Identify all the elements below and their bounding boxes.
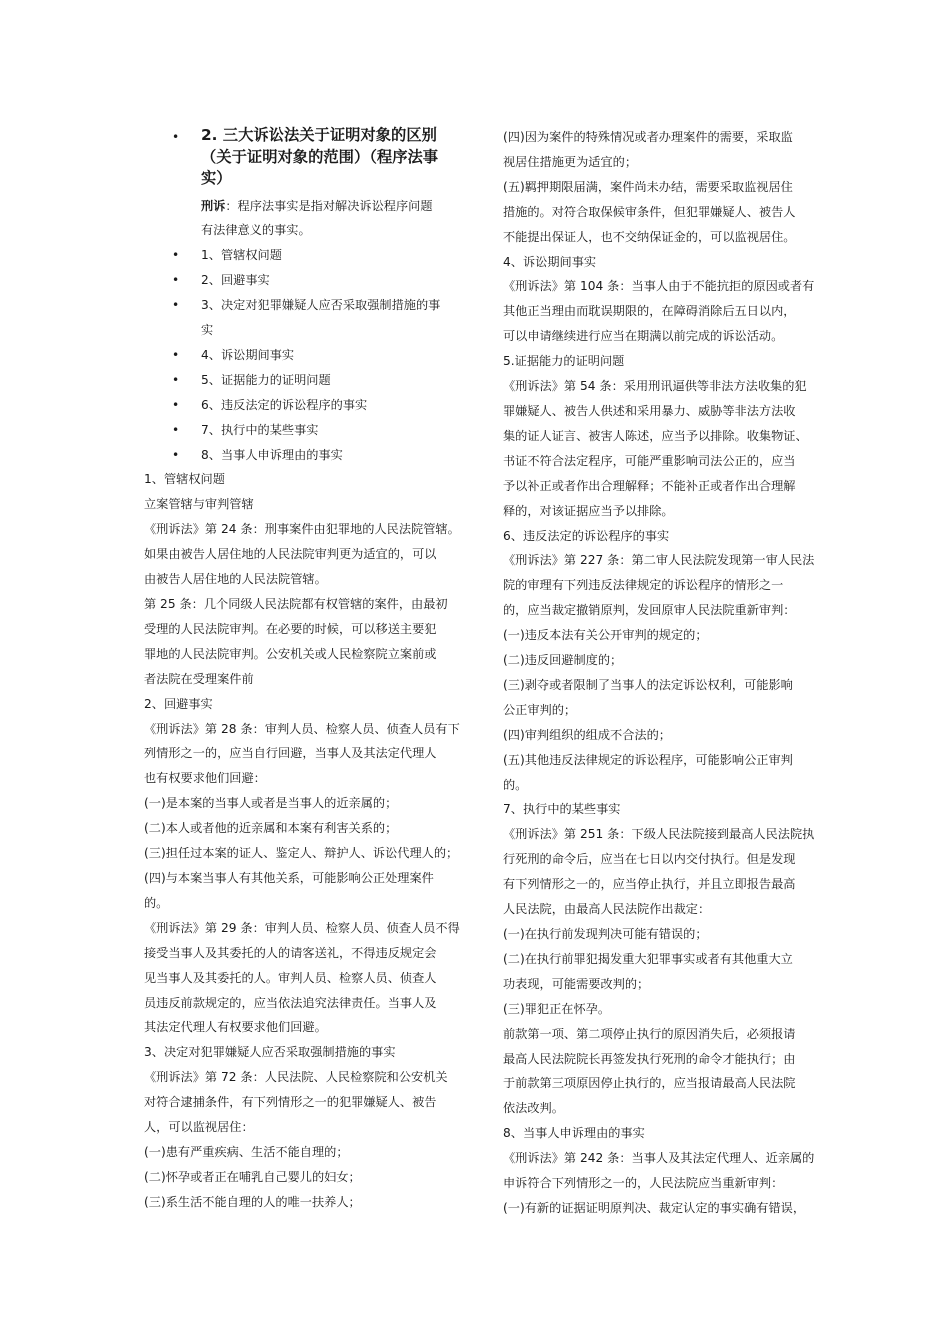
text-line: 释的，对该证据应当予以排除。 (503, 503, 674, 518)
text-line: (四)与本案当事人有其他关系，可能影响公正处理案件 (144, 870, 434, 885)
bullet-item (144, 443, 464, 468)
text-line: 《刑诉法》第 227 条：第二审人民法院发现第一审人民法 (503, 553, 815, 568)
bullet-icon: • (172, 298, 180, 313)
text-line: 其法定代理人有权要求他们回避。 (144, 1020, 327, 1035)
text-line: 6、违反法定的诉讼程序的事实 (503, 528, 670, 543)
text-line: (三)系生活不能自理的人的唯一扶养人； (144, 1194, 361, 1209)
text-line: 《刑诉法》第 242 条：当事人及其法定代理人、近亲属的 (503, 1151, 815, 1166)
text-line: 罪嫌疑人、被告人供述和采用暴力、威胁等非法方法收 (503, 403, 796, 418)
text-line: 罪地的人民法院审判。公安机关或人民检察院立案前或 (144, 646, 437, 661)
bullet-item (144, 368, 464, 393)
bullet-icon: • (172, 397, 180, 412)
text-line: 前款第一项、第二项停止执行的原因消失后，必须报请 (503, 1026, 796, 1041)
text-line: 予以补正或者作出合理解释；不能补正或者作出合理解 (503, 478, 796, 493)
bullet-item (144, 343, 464, 368)
text-line: 如果由被告人居住地的人民法院审判更为适宜的，可以 (144, 547, 437, 562)
text-line: 8、当事人申诉理由的事实 (503, 1126, 645, 1141)
text-line: 《刑诉法》第 24 条：刑事案件由犯罪地的人民法院管辖。 (144, 522, 460, 537)
text-line: (三)担任过本案的证人、鉴定人、辩护人、诉讼代理人的； (144, 846, 459, 861)
text-line: 其他正当理由而耽误期限的，在障碍消除后五日以内， (503, 304, 796, 319)
section-heading (144, 125, 464, 190)
text-line: (二)怀孕或者正在哺乳自己婴儿的妇女； (144, 1169, 361, 1184)
text-line: 《刑诉法》第 104 条：当事人由于不能抗拒的原因或者有 (503, 279, 815, 294)
bullet-item (144, 418, 464, 443)
text-line: (五)羁押期限届满，案件尚未办结，需要采取监视居住 (503, 179, 793, 194)
bullet-item (144, 268, 464, 293)
text-line: 受理的人民法院审判。在必要的时候，可以移送主要犯 (144, 621, 437, 636)
bullet-text: 8、当事人申诉理由的事实 (201, 447, 343, 462)
text-line: 不能提出保证人，也不交纳保证金的，可以监视居住。 (503, 229, 796, 244)
text-line: 立案管辖与审判管辖 (144, 497, 254, 512)
text-line: 员违反前款规定的，应当依法追究法律责任。当事人及 (144, 995, 437, 1010)
text-line: 可以申请继续进行应当在期满以前完成的诉讼活动。 (503, 329, 784, 344)
text-line: 由被告人居住地的人民法院管辖。 (144, 572, 327, 587)
text-line: 院的审理有下列违反法律规定的诉讼程序的情形之一 (503, 578, 784, 593)
text-line: 功表现，可能需要改判的； (503, 976, 650, 991)
text-line: 7、执行中的某些事实 (503, 802, 621, 817)
text-line: 也有权要求他们回避： (144, 771, 266, 786)
heading-line: 2. 三大诉讼法关于证明对象的区别 (201, 126, 437, 144)
text-line: 书证不符合法定程序，可能严重影响司法公正的，应当 (503, 453, 796, 468)
bullet-item (144, 393, 464, 418)
bullet-list (144, 243, 464, 467)
text-line: 对符合逮捕条件，有下列情形之一的犯罪嫌疑人、被告 (144, 1095, 437, 1110)
intro-text: ：程序法事实是指对解决诉讼程序问题 (225, 198, 433, 213)
heading-line: （关于证明对象的范围）（程序法事 (201, 147, 439, 166)
text-line: (四)因为案件的特殊情况或者办理案件的需要，采取监 (503, 130, 793, 144)
text-line: 《刑诉法》第 54 条：采用刑讯逼供等非法方法收集的犯 (503, 379, 807, 394)
left-column (144, 125, 464, 1215)
bullet-item (144, 293, 464, 343)
text-line: 4、诉讼期间事实 (503, 254, 597, 269)
bullet-text: 3、决定对犯罪嫌疑人应否采取强制措施的事 (201, 298, 441, 313)
text-line: 集的证人证言、被害人陈述，应当予以排除。收集物证、 (503, 428, 808, 443)
text-line: 接受当事人及其委托的人的请客送礼，不得违反规定会 (144, 945, 437, 960)
text-line: 申诉符合下列情形之一的，人民法院应当重新审判： (503, 1176, 784, 1191)
text-line: 的，应当裁定撤销原判，发回原审人民法院重新审判： (503, 603, 796, 618)
text-line: 行死刑的命令后，应当在七日以内交付执行。但是发现 (503, 852, 796, 867)
text-line: 《刑诉法》第 251 条：下级人民法院接到最高人民法院执 (503, 827, 815, 842)
intro-label: 刑诉 (201, 198, 226, 213)
text-line: 视居住措施更为适宜的； (503, 154, 638, 169)
text-line: 3、决定对犯罪嫌疑人应否采取强制措施的事实 (144, 1045, 396, 1060)
text-line: 有下列情形之一的，应当停止执行，并且立即报告最高 (503, 877, 796, 892)
bullet-text: 1、管辖权问题 (201, 248, 282, 263)
text-line: 依法改判。 (503, 1101, 564, 1116)
text-line: 者法院在受理案件前 (144, 671, 254, 686)
intro-line: 有法律意义的事实。 (201, 223, 311, 238)
text-line: (三)罪犯正在怀孕。 (503, 1001, 611, 1016)
bullet-icon: • (172, 447, 180, 462)
text-line: (一)有新的证据证明原判决、裁定认定的事实确有错误， (503, 1200, 806, 1215)
right-body (503, 125, 813, 1221)
text-line: 列情形之一的，应当自行回避，当事人及其法定代理人 (144, 746, 437, 761)
text-line: 的。 (503, 777, 528, 792)
text-line: 最高人民法院院长再签发执行死刑的命令才能执行；由 (503, 1051, 796, 1066)
intro-line (144, 194, 464, 219)
bullet-item (144, 243, 464, 268)
text-line: 2、回避事实 (144, 696, 213, 711)
text-line: (一)违反本法有关公开审判的规定的； (503, 628, 708, 643)
right-column (503, 125, 813, 1221)
text-line: 公正审判的； (503, 702, 577, 717)
left-body (144, 467, 464, 1214)
bullet-icon: • (172, 130, 180, 144)
text-line: (五)其他违反法律规定的诉讼程序，可能影响公正审判 (503, 752, 793, 767)
text-line: (二)本人或者他的近亲属和本案有利害关系的； (144, 821, 398, 836)
heading-line: 实） (201, 169, 232, 187)
text-line: (四)审判组织的组成不合法的； (503, 727, 671, 742)
text-line: 第 25 条：几个同级人民法院都有权管辖的案件，由最初 (144, 597, 448, 611)
text-line: (一)是本案的当事人或者是当事人的近亲属的； (144, 796, 398, 811)
text-line: 措施的。对符合取保候审条件，但犯罪嫌疑人、被告人 (503, 204, 796, 219)
text-line: 《刑诉法》第 28 条：审判人员、检察人员、侦查人员有下 (144, 721, 460, 736)
bullet-text: 5、证据能力的证明问题 (201, 372, 331, 387)
text-line: (二)在执行前罪犯揭发重大犯罪事实或者有其他重大立 (503, 951, 793, 966)
text-line: (三)剥夺或者限制了当事人的法定诉讼权利，可能影响 (503, 677, 793, 692)
text-line: (一)在执行前发现判决可能有错误的； (503, 927, 708, 941)
text-line: 人，可以监视居住： (144, 1120, 254, 1135)
bullet-icon: • (172, 372, 180, 387)
bullet-text: 7、执行中的某些事实 (201, 422, 319, 437)
text-line: 人民法院，由最高人民法院作出裁定： (503, 902, 711, 917)
bullet-icon: • (172, 347, 180, 362)
text-line: 1、管辖权问题 (144, 472, 225, 487)
bullet-icon: • (172, 422, 180, 437)
bullet-text: 4、诉讼期间事实 (201, 347, 295, 362)
text-line: 5.证据能力的证明问题 (503, 354, 625, 369)
text-line: (二)违反回避制度的； (503, 653, 623, 668)
text-line: 见当事人及其委托的人。审判人员、检察人员、侦查人 (144, 970, 437, 985)
text-line: 《刑诉法》第 29 条：审判人员、检察人员、侦查人员不得 (144, 920, 460, 935)
bullet-icon: • (172, 273, 180, 288)
text-line: (一)患有严重疾病、生活不能自理的； (144, 1144, 349, 1159)
text-line: 《刑诉法》第 72 条：人民法院、人民检察院和公安机关 (144, 1070, 448, 1085)
bullet-text: 实 (201, 323, 214, 338)
bullet-icon: • (172, 248, 180, 263)
text-line: 于前款第三项原因停止执行的，应当报请最高人民法院 (503, 1076, 796, 1091)
bullet-text: 6、违反法定的诉讼程序的事实 (201, 397, 368, 412)
bullet-text: 2、回避事实 (201, 273, 270, 288)
text-line: 的。 (144, 895, 169, 910)
